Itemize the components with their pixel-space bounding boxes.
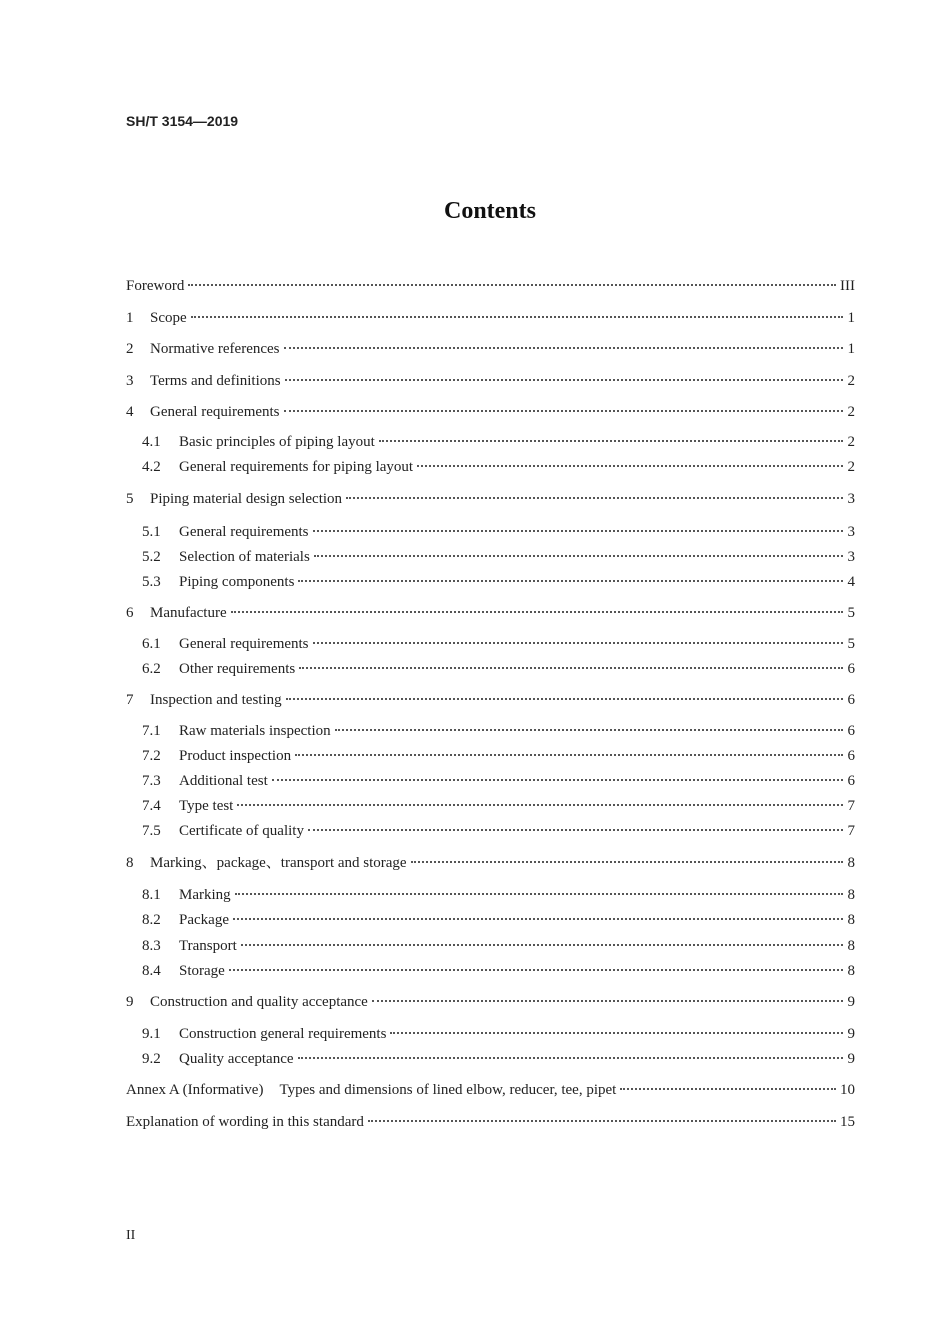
toc-entry-4[interactable] — [126, 402, 855, 422]
toc-entry-page: 1 — [847, 341, 855, 357]
dot-leader — [284, 346, 843, 349]
toc-entry-label: Terms and definitions — [150, 373, 281, 389]
dot-leader — [390, 1031, 843, 1034]
dot-leader — [368, 1119, 836, 1122]
toc-entry-label: Normative references — [150, 341, 280, 357]
dot-leader — [298, 1056, 843, 1059]
toc-entry-7-2[interactable] — [142, 746, 855, 766]
toc-entry-page: 8 — [847, 938, 855, 954]
toc-entry-page: 4 — [847, 574, 855, 590]
dot-leader — [313, 529, 843, 532]
dot-leader — [295, 753, 843, 756]
toc-entry-page: 3 — [847, 549, 855, 565]
toc-entry-page: 9 — [847, 994, 855, 1010]
toc-entry-number: 8.2 — [142, 912, 161, 928]
toc-entry-page: III — [840, 278, 855, 294]
toc-entry-7-3[interactable] — [142, 771, 855, 791]
toc-entry-7-4[interactable] — [142, 796, 855, 816]
dot-leader — [298, 579, 843, 582]
toc-entry-page: 8 — [847, 963, 855, 979]
toc-entry-7-1[interactable] — [142, 721, 855, 741]
toc-entry-number: 9.2 — [142, 1051, 161, 1067]
page-title: Contents — [443, 198, 536, 224]
toc-entry-number: 1 — [126, 310, 134, 326]
toc-entry-number: 5.1 — [142, 524, 161, 540]
dot-leader — [286, 697, 843, 700]
toc-entry-page: 6 — [847, 661, 855, 677]
toc-entry-label: Quality acceptance — [179, 1051, 294, 1067]
toc-entry-number: 7 — [126, 692, 134, 708]
toc-entry-7[interactable] — [126, 690, 855, 710]
dot-leader — [308, 828, 843, 831]
toc-entry-label: Storage — [179, 963, 225, 979]
toc-entry-6[interactable] — [126, 603, 855, 623]
dot-leader — [229, 968, 843, 971]
toc-entry-1[interactable] — [126, 308, 855, 328]
dot-leader — [272, 778, 843, 781]
toc-entry-9-1[interactable] — [142, 1024, 855, 1044]
dot-leader — [372, 999, 843, 1002]
toc-entry-label: Inspection and testing — [150, 692, 282, 708]
page-number: II — [126, 1228, 136, 1243]
toc-entry-label: Transport — [179, 938, 237, 954]
toc-entry-number: 6.1 — [142, 636, 161, 652]
toc-entry-number: 7.3 — [142, 773, 161, 789]
toc-entry-page: 2 — [847, 434, 855, 450]
dot-leader — [233, 917, 843, 920]
toc-entry-label: Additional test — [179, 773, 268, 789]
toc-entry-label: Manufacture — [150, 605, 227, 621]
toc-entry-label: Types and dimensions of lined elbow, reducer, tee, pipet — [279, 1082, 617, 1098]
toc-entry-number: 8.3 — [142, 938, 161, 954]
toc-entry-label: Marking — [179, 887, 231, 903]
toc-entry-page: 8 — [847, 912, 855, 928]
toc-entry-page: 6 — [847, 773, 855, 789]
dot-leader — [346, 496, 843, 499]
toc-entry-page: 8 — [847, 855, 855, 871]
toc-entry-number: 6 — [126, 605, 134, 621]
toc-entry-number: 4.2 — [142, 459, 161, 475]
dot-leader — [379, 439, 843, 442]
toc-entry-page: 9 — [847, 1051, 855, 1067]
toc-entry-page: 2 — [847, 373, 855, 389]
dot-leader — [620, 1087, 836, 1090]
toc-entry-2[interactable] — [126, 339, 855, 359]
toc-entry-page: 10 — [840, 1082, 855, 1098]
toc-entry-label: General requirements for piping layout — [179, 459, 414, 475]
document-code: SH/T 3154—2019 — [126, 113, 239, 129]
toc-entry-3[interactable] — [126, 371, 855, 391]
toc-entry-page: 2 — [847, 404, 855, 420]
toc-entry-8-1[interactable] — [142, 885, 855, 905]
toc-entry-6-2[interactable] — [142, 659, 855, 679]
dot-leader — [241, 943, 843, 946]
toc-entry-number: 9.1 — [142, 1026, 161, 1042]
toc-entry-label: Selection of materials — [179, 549, 310, 565]
toc-entry-8-4[interactable] — [142, 961, 855, 981]
toc-entry-number: Annex A (Informative) — [126, 1082, 264, 1098]
toc-entry-page: 3 — [847, 524, 855, 540]
toc-entry-8-3[interactable] — [142, 936, 855, 956]
toc-entry-page: 5 — [847, 605, 855, 621]
toc-entry-5[interactable] — [126, 489, 855, 509]
toc-entry-page: 5 — [847, 636, 855, 652]
toc-entry-number: 5 — [126, 491, 134, 507]
toc-entry-label: Product inspection — [179, 748, 292, 764]
toc-entry-label: Other requirements — [179, 661, 296, 677]
toc-entry-page: 15 — [840, 1114, 855, 1130]
toc-entry-label: Marking、package、transport and storage — [150, 855, 407, 871]
dot-leader — [299, 666, 843, 669]
toc-entry-number: 4.1 — [142, 434, 161, 450]
toc-entry-page: 6 — [847, 748, 855, 764]
dot-leader — [314, 554, 843, 557]
dot-leader — [231, 610, 843, 613]
toc-entry-page: 8 — [847, 887, 855, 903]
toc-entry-label: Piping material design selection — [150, 491, 343, 507]
toc-entry-number: 9 — [126, 994, 134, 1010]
toc-entry-number: 6.2 — [142, 661, 161, 677]
toc-entry-page: 9 — [847, 1026, 855, 1042]
toc-entry-5-3[interactable] — [142, 572, 855, 592]
toc-entry-label: Foreword — [126, 278, 185, 294]
toc-entry-label: Construction general requirements — [179, 1026, 387, 1042]
toc-entry-number: 7.5 — [142, 823, 161, 839]
toc-entry-5-2[interactable] — [142, 547, 855, 567]
dot-leader — [313, 641, 843, 644]
toc-entry-number: 5.2 — [142, 549, 161, 565]
toc-entry-label: Construction and quality acceptance — [150, 994, 368, 1010]
toc-entry-label: Piping components — [179, 574, 295, 590]
toc-entry-page: 6 — [847, 723, 855, 739]
toc-entry-page: 2 — [847, 459, 855, 475]
toc-entry-label: General requirements — [150, 404, 280, 420]
toc-entry-page: 3 — [847, 491, 855, 507]
toc-entry-foreword[interactable] — [126, 276, 855, 296]
toc-entry-number: 4 — [126, 404, 134, 420]
toc-entry-number: 5.3 — [142, 574, 161, 590]
toc-entry-label: Type test — [179, 798, 234, 814]
dot-leader — [188, 283, 836, 286]
toc-entry-7-5[interactable] — [142, 821, 855, 841]
toc-entry-label: Scope — [150, 310, 187, 326]
toc-entry-5-1[interactable] — [142, 522, 855, 542]
toc-entry-page: 7 — [847, 823, 855, 839]
dot-leader — [191, 315, 843, 318]
toc-entry-9[interactable] — [126, 992, 855, 1012]
dot-leader — [285, 378, 843, 381]
toc-entry-6-1[interactable] — [142, 634, 855, 654]
toc-entry-annex-a[interactable] — [126, 1080, 855, 1100]
toc-entry-page: 6 — [847, 692, 855, 708]
toc-entry-4-1[interactable] — [142, 432, 855, 452]
toc-entry-label: Explanation of wording in this standard — [126, 1114, 364, 1130]
toc-entry-explanation[interactable] — [126, 1112, 855, 1132]
toc-entry-label: Basic principles of piping layout — [179, 434, 375, 450]
toc-entry-8[interactable] — [126, 853, 855, 873]
toc-entry-number: 7.4 — [142, 798, 161, 814]
toc-entry-label: General requirements — [179, 524, 309, 540]
dot-leader — [335, 728, 843, 731]
toc-entry-label: Raw materials inspection — [179, 723, 331, 739]
dot-leader — [237, 803, 843, 806]
toc-entry-number: 8 — [126, 855, 134, 871]
toc-entry-number: 8.1 — [142, 887, 161, 903]
toc-entry-8-2[interactable] — [142, 910, 855, 930]
toc-entry-label: General requirements — [179, 636, 309, 652]
toc-entry-number: 2 — [126, 341, 134, 357]
dot-leader — [417, 464, 843, 467]
toc-entry-9-2[interactable] — [142, 1049, 855, 1069]
toc-entry-number: 7.2 — [142, 748, 161, 764]
dot-leader — [284, 409, 843, 412]
toc-entry-number: 7.1 — [142, 723, 161, 739]
toc-entry-number: 3 — [126, 373, 134, 389]
toc-entry-number: 8.4 — [142, 963, 161, 979]
dot-leader — [235, 892, 843, 895]
toc-entry-label: Package — [179, 912, 229, 928]
dot-leader — [411, 860, 843, 863]
toc-entry-page: 1 — [847, 310, 855, 326]
toc-entry-page: 7 — [847, 798, 855, 814]
toc-entry-4-2[interactable] — [142, 457, 855, 477]
toc-entry-label: Certificate of quality — [179, 823, 304, 839]
